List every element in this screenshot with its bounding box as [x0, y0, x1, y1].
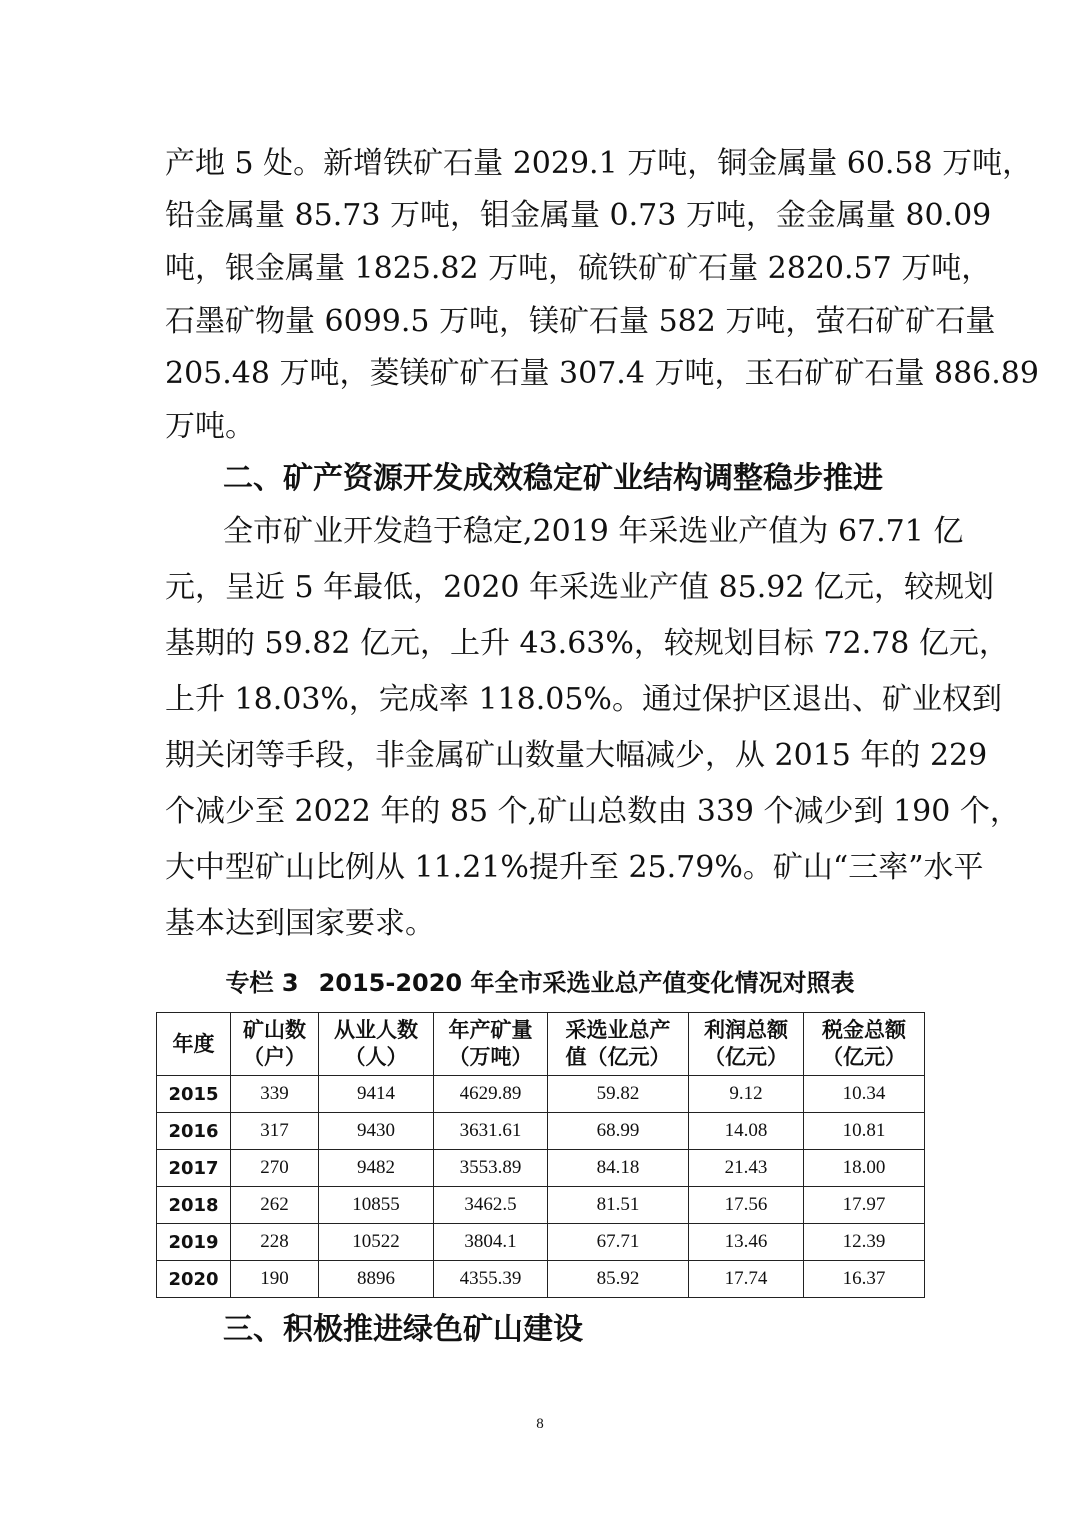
header-annual-output: 年产矿量 （万吨）: [434, 1013, 548, 1076]
table-cell: 9414: [319, 1076, 434, 1113]
table-cell: 68.99: [548, 1113, 689, 1150]
paragraph-line: 全市矿业开发趋于稳定,2019 年采选业产值为 67.71 亿: [223, 514, 964, 549]
table-cell: 17.56: [689, 1187, 804, 1224]
table-header-row: [157, 1013, 925, 1076]
table-cell: 2019: [157, 1224, 231, 1261]
paragraph-line: 大中型矿山比例从 11.21%提升至 25.79%。矿山“三率”水平: [165, 850, 984, 885]
table-cell: 17.74: [689, 1261, 804, 1298]
page-number: 8: [536, 1416, 544, 1432]
table-cell: 3804.1: [434, 1224, 548, 1261]
table-cell: 9430: [319, 1113, 434, 1150]
table-cell: 270: [231, 1150, 319, 1187]
table-cell: 84.18: [548, 1150, 689, 1187]
table-row: [157, 1261, 925, 1298]
table-cell: 12.39: [804, 1224, 925, 1261]
table-cell: 9482: [319, 1150, 434, 1187]
header-total-profit: 利润总额 （亿元）: [689, 1013, 804, 1076]
header-employees: 从业人数 （人）: [319, 1013, 434, 1076]
table-cell: 16.37: [804, 1261, 925, 1298]
table-cell: 317: [231, 1113, 319, 1150]
table-caption: [0, 966, 1080, 1000]
paragraph-line: 个减少至 2022 年的 85 个,矿山总数由 339 个减少到 190 个，: [165, 794, 1020, 829]
table-cell: 8896: [319, 1261, 434, 1298]
table-cell: 3462.5: [434, 1187, 548, 1224]
header-year: 年度: [157, 1013, 231, 1076]
table-row: [157, 1076, 925, 1113]
table-cell: 2017: [157, 1150, 231, 1187]
table-cell: 2015: [157, 1076, 231, 1113]
paragraph-line: 产地 5 处。新增铁矿石量 2029.1 万吨，铜金属量 60.58 万吨，: [165, 146, 1033, 181]
paragraph-line: 吨，银金属量 1825.82 万吨，硫铁矿矿石量 2820.57 万吨，: [165, 251, 992, 286]
table-cell: 339: [231, 1076, 319, 1113]
paragraph-line: 元，呈近 5 年最低，2020 年采选业产值 85.92 亿元，较规划: [165, 570, 994, 605]
paragraph-line: 上升 18.03%，完成率 118.05%。通过保护区退出、矿业权到: [165, 682, 1002, 717]
table-row: [157, 1224, 925, 1261]
section-heading-2: 二、矿产资源开发成效稳定矿业结构调整稳步推进: [223, 461, 883, 496]
table-cell: 2018: [157, 1187, 231, 1224]
header-total-output-value: 采选业总产 值（亿元）: [548, 1013, 689, 1076]
section-heading-3: 三、积极推进绿色矿山建设: [223, 1312, 583, 1347]
table-cell: 2020: [157, 1261, 231, 1298]
table-cell: 2016: [157, 1113, 231, 1150]
table-cell: 14.08: [689, 1113, 804, 1150]
paragraph-line: 基本达到国家要求。: [165, 906, 435, 941]
table-cell: 3631.61: [434, 1113, 548, 1150]
table-row: [157, 1150, 925, 1187]
output-value-table: [156, 1012, 925, 1298]
table-cell: 4355.39: [434, 1261, 548, 1298]
table-cell: 10522: [319, 1224, 434, 1261]
table-caption-title: 2015-2020 年全市采选业总产值变化情况对照表: [318, 969, 855, 997]
table-cell: 81.51: [548, 1187, 689, 1224]
paragraph-line: 铅金属量 85.73 万吨，钼金属量 0.73 万吨，金金属量 80.09: [165, 198, 992, 233]
table-cell: 18.00: [804, 1150, 925, 1187]
table-cell: 10.81: [804, 1113, 925, 1150]
table-cell: 10855: [319, 1187, 434, 1224]
table-row: [157, 1187, 925, 1224]
table-cell: 4629.89: [434, 1076, 548, 1113]
header-total-tax: 税金总额 （亿元）: [804, 1013, 925, 1076]
table-cell: 59.82: [548, 1076, 689, 1113]
table-cell: 228: [231, 1224, 319, 1261]
table-cell: 67.71: [548, 1224, 689, 1261]
table-cell: 17.97: [804, 1187, 925, 1224]
table-cell: 262: [231, 1187, 319, 1224]
paragraph-line: 石墨矿物量 6099.5 万吨，镁矿石量 582 万吨，萤石矿矿石量: [165, 304, 996, 339]
table-cell: 21.43: [689, 1150, 804, 1187]
paragraph-line: 万吨。: [165, 409, 255, 444]
table-cell: 190: [231, 1261, 319, 1298]
table-cell: 85.92: [548, 1261, 689, 1298]
paragraph-line: 期关闭等手段，非金属矿山数量大幅减少，从 2015 年的 229: [165, 738, 988, 773]
table-cell: 13.46: [689, 1224, 804, 1261]
table-cell: 9.12: [689, 1076, 804, 1113]
paragraph-line: 基期的 59.82 亿元，上升 43.63%，较规划目标 72.78 亿元，: [165, 626, 1009, 661]
header-mine-count: 矿山数 （户）: [231, 1013, 319, 1076]
table-row: [157, 1113, 925, 1150]
paragraph-line: 205.48 万吨，菱镁矿矿石量 307.4 万吨，玉石矿矿石量 886.89: [165, 356, 1039, 391]
table-caption-label: 专栏 3: [225, 969, 299, 997]
table-cell: 3553.89: [434, 1150, 548, 1187]
table-cell: 10.34: [804, 1076, 925, 1113]
